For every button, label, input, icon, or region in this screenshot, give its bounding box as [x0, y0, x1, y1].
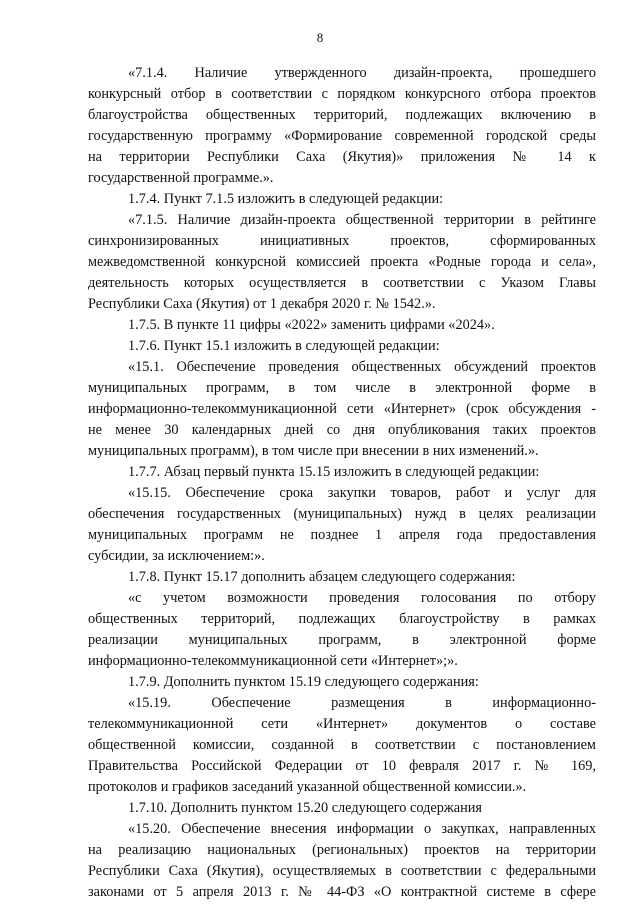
text-line: законами от 5 апреля 2013 г. № 44-ФЗ «О контрактной системе в сфере	[88, 884, 596, 900]
text-line: 1.7.10. Дополнить пунктом 15.20 следующего содержания	[128, 800, 482, 816]
text-line: 1.7.9. Дополнить пунктом 15.19 следующего содержания:	[128, 674, 479, 690]
text-line: обеспечения государственных (муниципальных) нужд в целях реализации	[88, 506, 596, 522]
text-line: «15.1. Обеспечение проведения общественных обсуждений проектов	[128, 359, 596, 375]
text-line: информационно-телекоммуникационной сети «Интернет»;».	[88, 653, 458, 669]
text-line: «7.1.5. Наличие дизайн-проекта общественной территории в рейтинге	[128, 212, 596, 228]
text-line: деятельность которых осуществляется в соответствии с Указом Главы	[88, 275, 596, 291]
text-line: на реализацию национальных (региональных) проектов на территории	[88, 842, 596, 858]
text-line: Республики Саха (Якутия), осуществляемых в соответствии с федеральными	[88, 863, 596, 879]
text-line: благоустройства общественных территорий, подлежащих включению в	[88, 107, 596, 123]
text-line: государственной программе.».	[88, 170, 274, 186]
text-line: не менее 30 календарных дней со дня опубликования таких проектов	[88, 422, 596, 438]
text-line: «15.19. Обеспечение размещения в информационно-	[128, 695, 596, 711]
text-line: реализации муниципальных программ, в электронной форме	[88, 632, 596, 648]
text-line: муниципальных программ), в том числе при внесении в них изменений.».	[88, 443, 539, 459]
text-line: общественной комиссии, созданной в соответствии с постановлением	[88, 737, 596, 753]
text-line: «с учетом возможности проведения голосования по отбору	[128, 590, 596, 606]
text-line: Правительства Российской Федерации от 10 февраля 2017 г. № 169,	[88, 758, 596, 774]
page-number: 8	[316, 30, 324, 45]
text-line: телекоммуникационной сети «Интернет» документов о составе	[88, 716, 596, 732]
text-line: субсидии, за исключением:».	[88, 548, 265, 564]
text-line: 1.7.6. Пункт 15.1 изложить в следующей редакции:	[128, 338, 440, 354]
text-line: 1.7.4. Пункт 7.1.5 изложить в следующей редакции:	[128, 191, 444, 207]
text-line: 1.7.5. В пункте 11 цифры «2022» заменить цифрами «2024».	[128, 317, 495, 333]
text-line: на территории Республики Саха (Якутия)» приложения № 14 к	[88, 149, 596, 165]
text-line: «7.1.4. Наличие утвержденного дизайн-проекта, прошедшего	[128, 65, 596, 81]
text-line: межведомственной конкурсной комиссией проекта «Родные города и села»,	[88, 254, 596, 270]
text-line: муниципальных программ, в том числе в электронной форме в	[88, 380, 596, 396]
text-line: «15.20. Обеспечение внесения информации о закупках, направленных	[128, 821, 596, 837]
text-line: протоколов и графиков заседаний указанной общественной комиссии.».	[88, 779, 527, 795]
text-line: информационно-телекоммуникационной сети «Интернет» (срок обсуждения -	[88, 401, 596, 417]
text-line: конкурсный отбор в соответствии с порядком конкурсного отбора проектов	[88, 86, 596, 102]
text-line: синхронизированных инициативных проектов, сформированных	[88, 233, 596, 249]
text-line: 1.7.8. Пункт 15.17 дополнить абзацем следующего содержания:	[128, 569, 516, 585]
text-line: муниципальных программ не позднее 1 апреля года предоставления	[88, 527, 596, 543]
text-line: Республики Саха (Якутия) от 1 декабря 2020 г. № 1542.».	[88, 296, 436, 312]
text-line: 1.7.7. Абзац первый пункта 15.15 изложить в следующей редакции:	[128, 464, 540, 480]
text-line: общественных территорий, подлежащих благоустройству в рамках	[88, 611, 596, 627]
text-line: государственную программу «Формирование современной городской среды	[88, 128, 596, 144]
text-line: «15.15. Обеспечение срока закупки товаров, работ и услуг для	[128, 485, 596, 501]
